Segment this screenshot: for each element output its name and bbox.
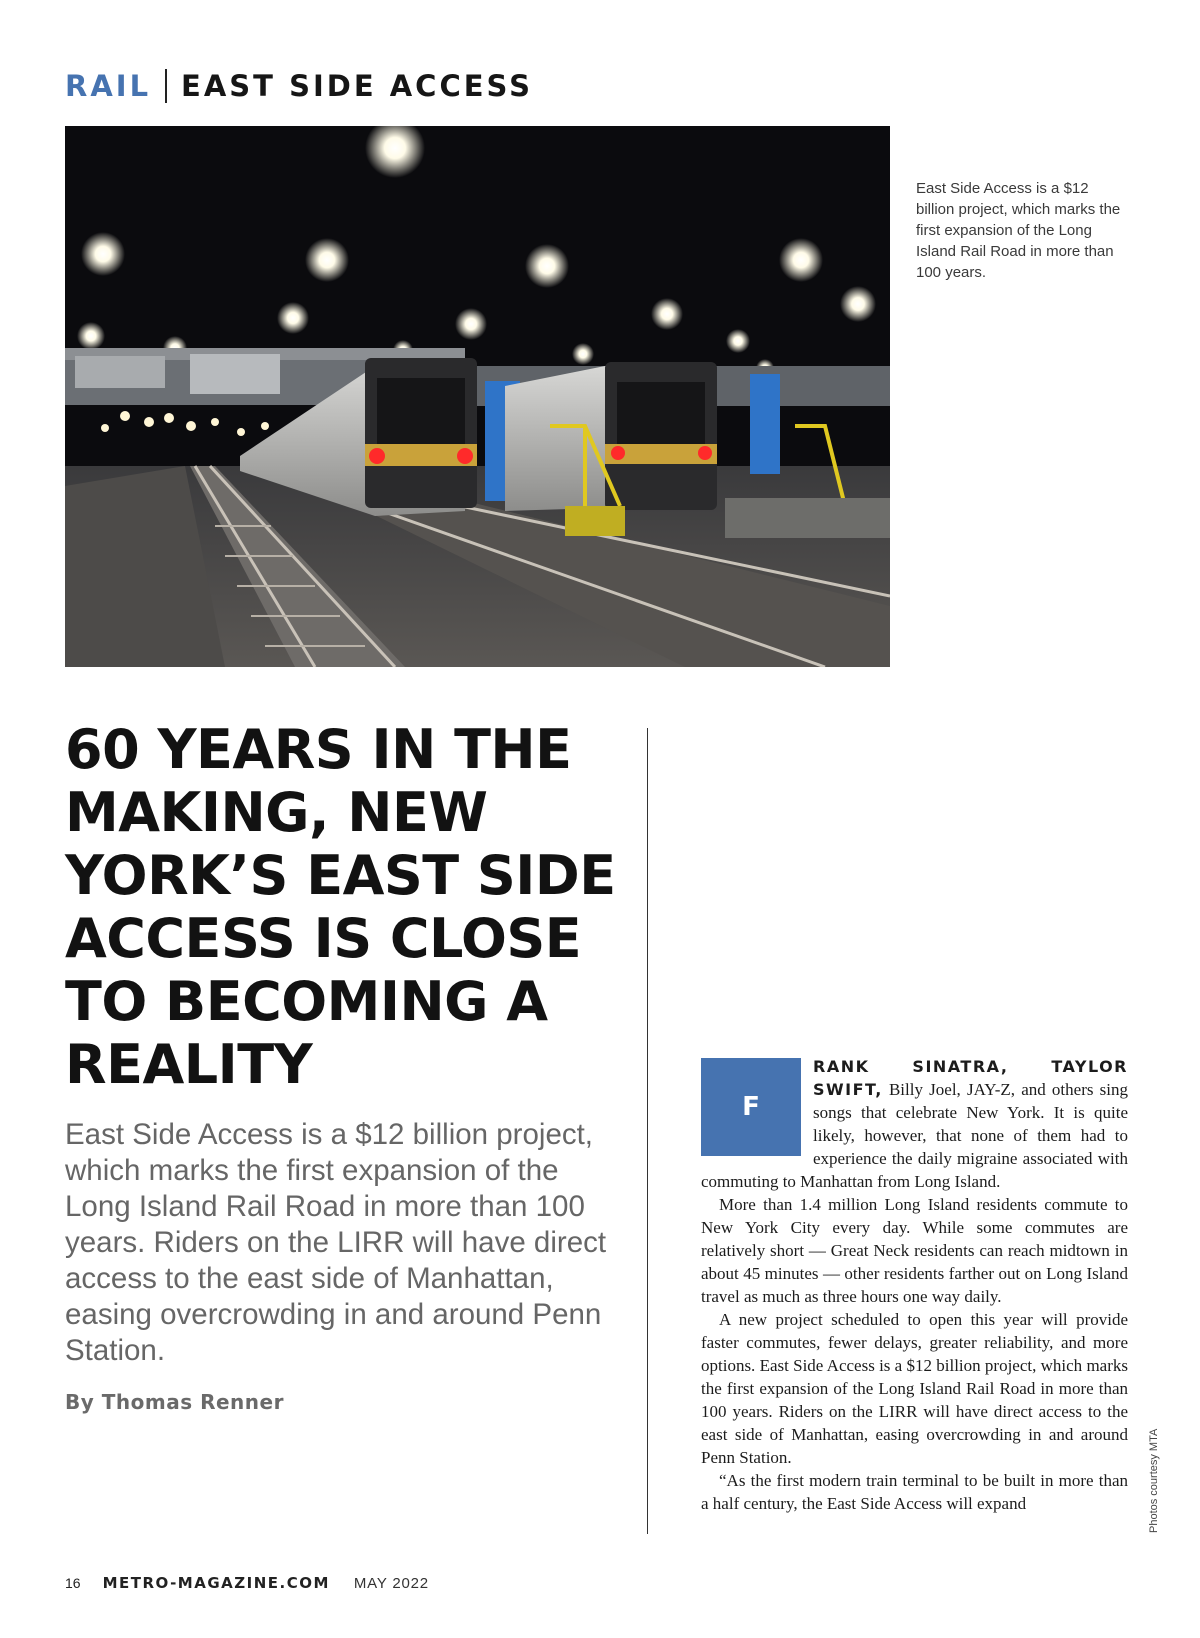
article-body — [701, 1055, 1128, 1515]
headline: 60 YEARS IN THE MAKING, NEW YORK’S EAST SIDE ACCESS IS CLOSE TO BECOMING A REALITY — [65, 718, 616, 1096]
page-footer — [65, 1574, 429, 1592]
footer-site: METRO-MAGAZINE.COM — [102, 1574, 330, 1592]
body-paragraph: More than 1.4 million Long Island residents commute to New York City every day. While some commutes are relatively short — Great Neck residents can reach midtown in about 45 minutes — other residents farther out on Long Island travel as much as three hours one way daily. — [701, 1195, 1128, 1306]
section-topic: EAST SIDE ACCESS — [181, 69, 534, 103]
photo-credit: Photos courtesy MTA — [1148, 1428, 1160, 1533]
column-divider — [647, 728, 648, 1534]
photo-caption: East Side Access is a $12 billion project, which marks the first expansion of the Long Island Rail Road in more than 100 years. — [916, 180, 1121, 281]
body-paragraph: “As the first modern train terminal to be built in more than a half century, the East Side Access will expand — [701, 1471, 1128, 1513]
dek: East Side Access is a $12 billion project, which marks the first expansion of the Long Island Rail Road in more than 100 years. Riders on the LIRR will have direct access to the east side of Manhattan, easing overcrowding in and around Penn Station. — [65, 1118, 607, 1367]
drop-cap: F — [701, 1058, 801, 1156]
hero-photo — [65, 126, 890, 667]
lead-text: Billy Joel, JAY-Z, and others sing songs that celebrate New York. It is quite likely, however, that none of them had to experience the daily migraine associated with commuting to Manhattan from Long Island. — [701, 1080, 1128, 1191]
body-paragraph: A new project scheduled to open this year will provide faster commutes, fewer delays, greater reliability, and more options. East Side Access is a $12 billion project, which marks the first expansion of the Long Island Rail Road in more than 100 years. Riders on the LIRR will have direct access to the east side of Manhattan, easing overcrowding in and around Penn Station. — [701, 1310, 1128, 1467]
lead-caps: RANK SINATRA, TAYLOR SWIFT, — [813, 1057, 1128, 1099]
page-number: 16 — [65, 1575, 81, 1591]
section-category: RAIL — [65, 69, 152, 103]
byline: By Thomas Renner — [65, 1390, 284, 1414]
section-divider — [165, 69, 167, 103]
section-label — [65, 66, 533, 106]
footer-date: MAY 2022 — [353, 1575, 429, 1592]
